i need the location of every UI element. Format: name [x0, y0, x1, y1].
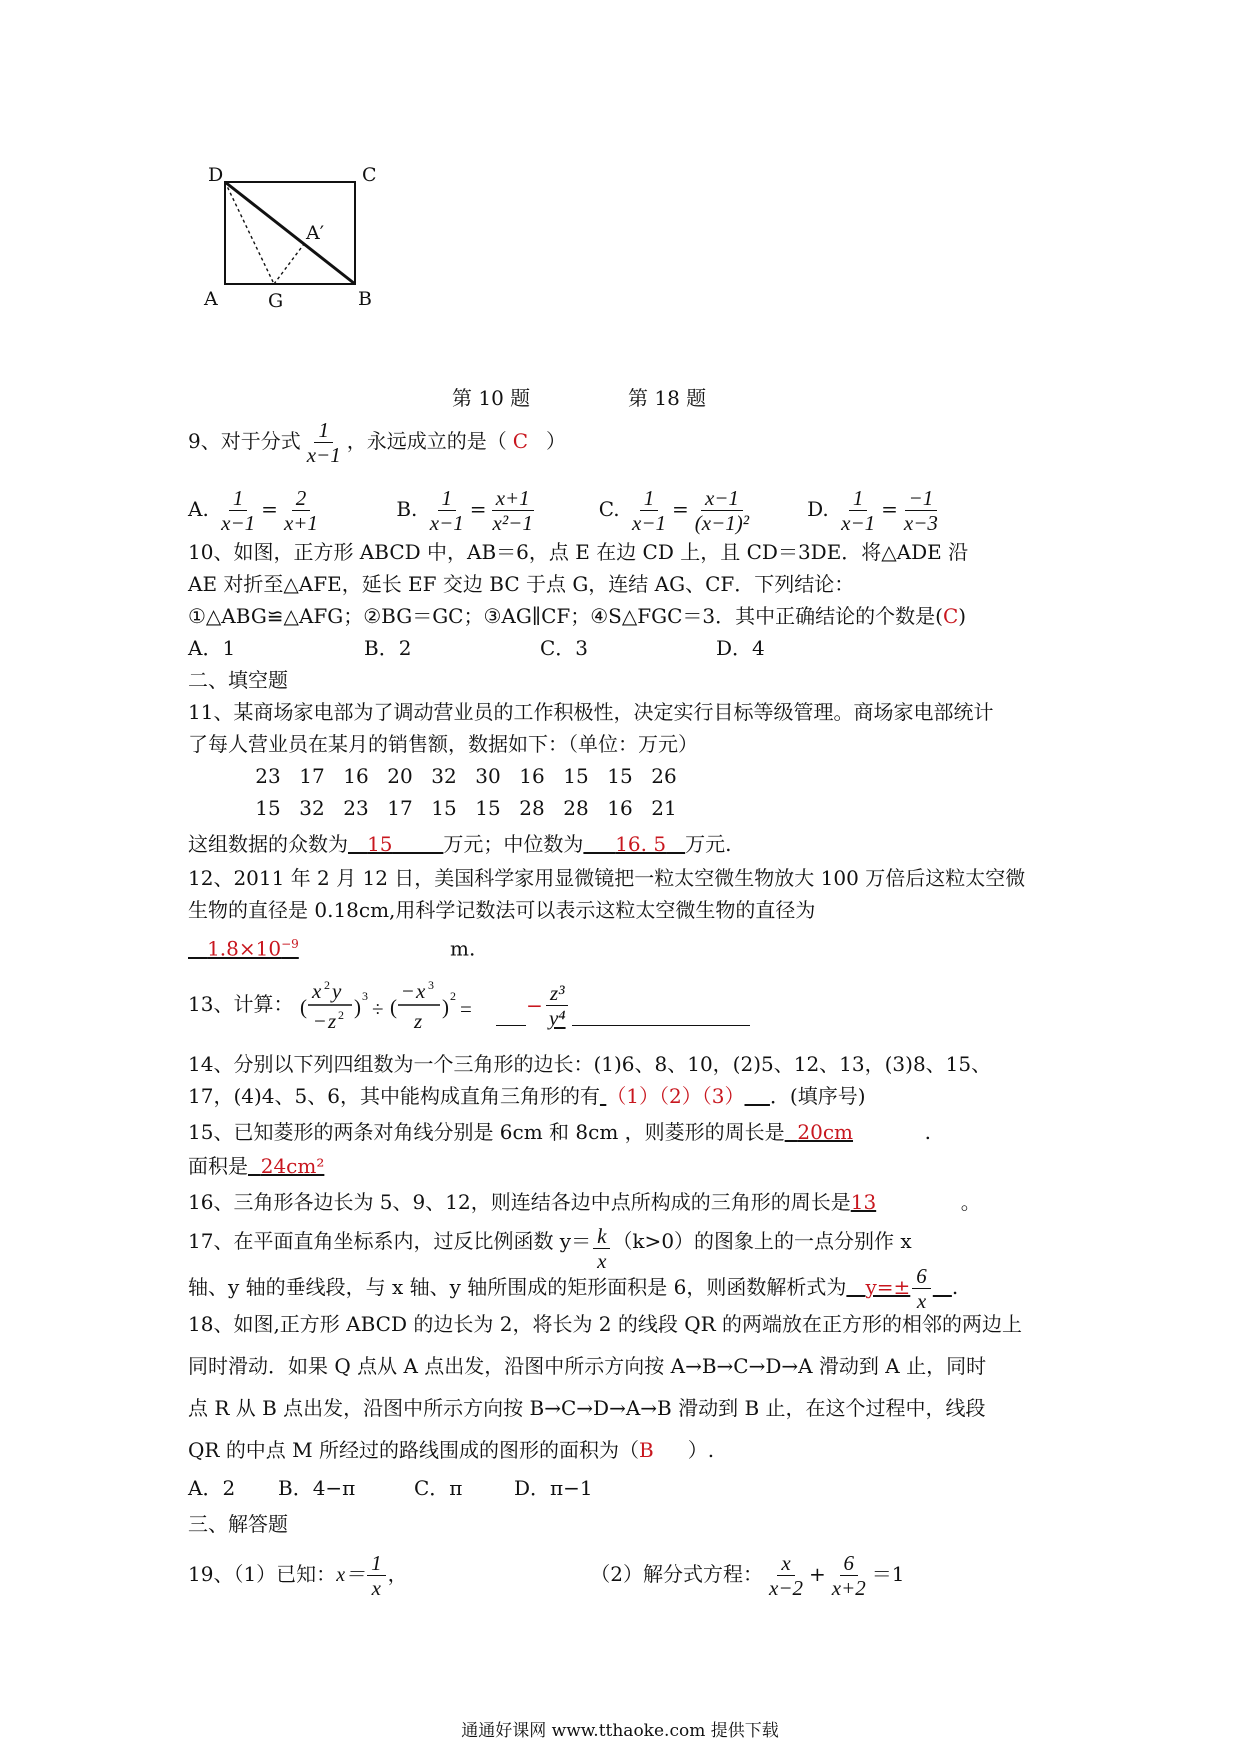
q18-options: A．2 B．4−π C．π D．π−1 — [188, 1476, 593, 1500]
q12-line1: 12、2011 年 2 月 12 日，美国科学家用显微镜把一粒太空微生物放大 100 万倍后这粒太空微 — [188, 866, 1026, 890]
q10-line3: ①△ABG≌△AFG；②BG＝GC；③AG∥CF；④S△FGC＝3．其中正确结论的个数是(C) — [188, 604, 967, 628]
section-2-title: 二、填空题 — [188, 668, 288, 692]
q12-line2: 生物的直径是 0.18cm,用科学记数法可以表示这粒太空微生物的直径为 — [188, 898, 816, 922]
q13-formula — [300, 976, 490, 1036]
svg-text:(: ( — [389, 994, 397, 1019]
q14-line1: 14、分别以下列四组数为一个三角形的边长：(1)6、8、10，(2)5、12、13，(3)8、15、 — [188, 1052, 992, 1076]
label-A: A — [204, 288, 218, 310]
svg-text:÷: ÷ — [371, 996, 384, 1021]
q12-answer: $1.8\times 10^{-9}$ m. — [207, 936, 476, 961]
label-B: B — [358, 288, 372, 310]
q11-line2: 了每人营业员在某月的销售额，数据如下：（单位：万元） — [188, 732, 698, 756]
q13-expression: 13、计算： ( x 2 y − z 2 ) 3 ÷ ( − x 3 z ) 2 = − $\frac{\text{z³}}{\text{y⁴}}$ — [188, 974, 750, 1034]
svg-text:2: 2 — [449, 988, 456, 1003]
q10-line1: 10、如图，正方形 ABCD 中，AB＝6，点 E 在边 CD 上，且 CD＝3DE．将△ADE 沿 — [188, 540, 969, 564]
svg-text:2: 2 — [323, 977, 330, 992]
svg-text:x: x — [311, 978, 322, 1003]
caption-q18: 第 18 题 — [628, 386, 707, 410]
q18-line2: 同时滑动．如果 Q 点从 A 点出发，沿图中所示方向按 A→B→C→D→A 滑动到 A 止，同时 — [188, 1354, 987, 1378]
q18-line3: 点 R 从 B 点出发，沿图中所示方向按 B→C→D→A→B 滑动到 B 止，在这个过程中，线段 — [188, 1396, 986, 1420]
section-3-title: 三、解答题 — [188, 1512, 288, 1536]
svg-text:−: − — [313, 1008, 326, 1033]
q10-line2: AE 对折至△AFE，延长 EF 交边 BC 于点 G，连结 AG、CF．下列结论： — [188, 572, 855, 596]
svg-text:2: 2 — [337, 1007, 344, 1022]
q17-line2: 轴、y 轴的垂线段，与 x 轴、y 轴所围成的矩形面积是 6，则函数解析式为 y=± $\frac{6}{x}$ . — [188, 1264, 959, 1313]
svg-text:−: − — [401, 978, 414, 1003]
svg-text:(: ( — [299, 994, 307, 1019]
svg-text:=: = — [459, 996, 472, 1021]
q11-answers: 这组数据的众数为 15 万元；中位数为 16. 5 万元. — [188, 832, 732, 856]
q14-line2: 17，(4)4、5、6，其中能构成直角三角形的有 （1）（2）（3） ．(填序号) — [188, 1084, 866, 1108]
svg-text:3: 3 — [361, 988, 368, 1003]
q18-line1: 18、如图,正方形 ABCD 的边长为 2，将长为 2 的线段 QR 的两端放在正方形的相邻的两边上 — [188, 1312, 1023, 1336]
svg-text:3: 3 — [427, 977, 434, 992]
svg-text:y: y — [331, 978, 342, 1003]
q10-options: A．1 B．2 C．3 D．4 — [188, 636, 765, 660]
q19-line: 19、（1）已知：x＝ $\frac{1}{x}$ ， （2）解分式方程： $\frac{x}{x-2}$ + $\frac{6}{x+2}$ ＝1 — [188, 1551, 905, 1600]
q15-line1: 15、已知菱形的两条对角线分别是 6cm 和 8cm ，则菱形的周长是 20cm . — [188, 1120, 932, 1144]
svg-text:z: z — [413, 1008, 422, 1033]
q16-line: 16、三角形各边长为 5、9、12，则连结各边中点所构成的三角形的周长是13 。 — [188, 1190, 981, 1214]
label-C: C — [362, 164, 377, 186]
q18-line4: QR 的中点 M 所经过的路线围成的图形的面积为（B ）. — [188, 1438, 715, 1462]
svg-text:): ) — [441, 994, 449, 1019]
svg-text:z: z — [327, 1008, 336, 1033]
q11-line1: 11、某商场家电部为了调动营业员的工作积极性，决定实行目标等级管理。商场家电部统计 — [188, 700, 994, 724]
caption-q10: 第 10 题 — [452, 386, 531, 410]
label-Ap: A′ — [306, 222, 325, 244]
page-footer: 通通好课网 www.tthaoke.com 提供下载 — [461, 1721, 779, 1741]
q11-data-row1: 23 17 16 20 32 30 16 15 15 26 — [255, 764, 677, 788]
svg-text:): ) — [353, 994, 361, 1019]
label-G: G — [268, 290, 284, 312]
q11-data-row2: 15 32 23 17 15 15 28 28 16 21 — [255, 796, 677, 820]
q15-line2: 面积是 24cm² — [188, 1154, 325, 1178]
label-D: D — [208, 164, 224, 186]
svg-text:x: x — [415, 978, 426, 1003]
q17-line1: 17、在平面直角坐标系内，过反比例函数 y＝ $\frac{k}{x}$ （k>0）的图象上的一点分别作 x — [188, 1224, 912, 1273]
q9-options: A. $\frac{1}{x-1}$ = $\frac{2}{x+1}$ B. $\frac{1}{x-1}$ = $\frac{x+1}{\text{x²−1}}$ C. $\frac{1}{x-1}$ = $\frac{x-1}{\text{(x−1)²}}$ D. $\frac{1}{x-1}$ = $\frac{-1}{x-3}$ — [188, 486, 938, 535]
q9-stem: 9、对于分式 $\frac{1}{x-1}$ ，永远成立的是（ C ） — [188, 418, 567, 467]
